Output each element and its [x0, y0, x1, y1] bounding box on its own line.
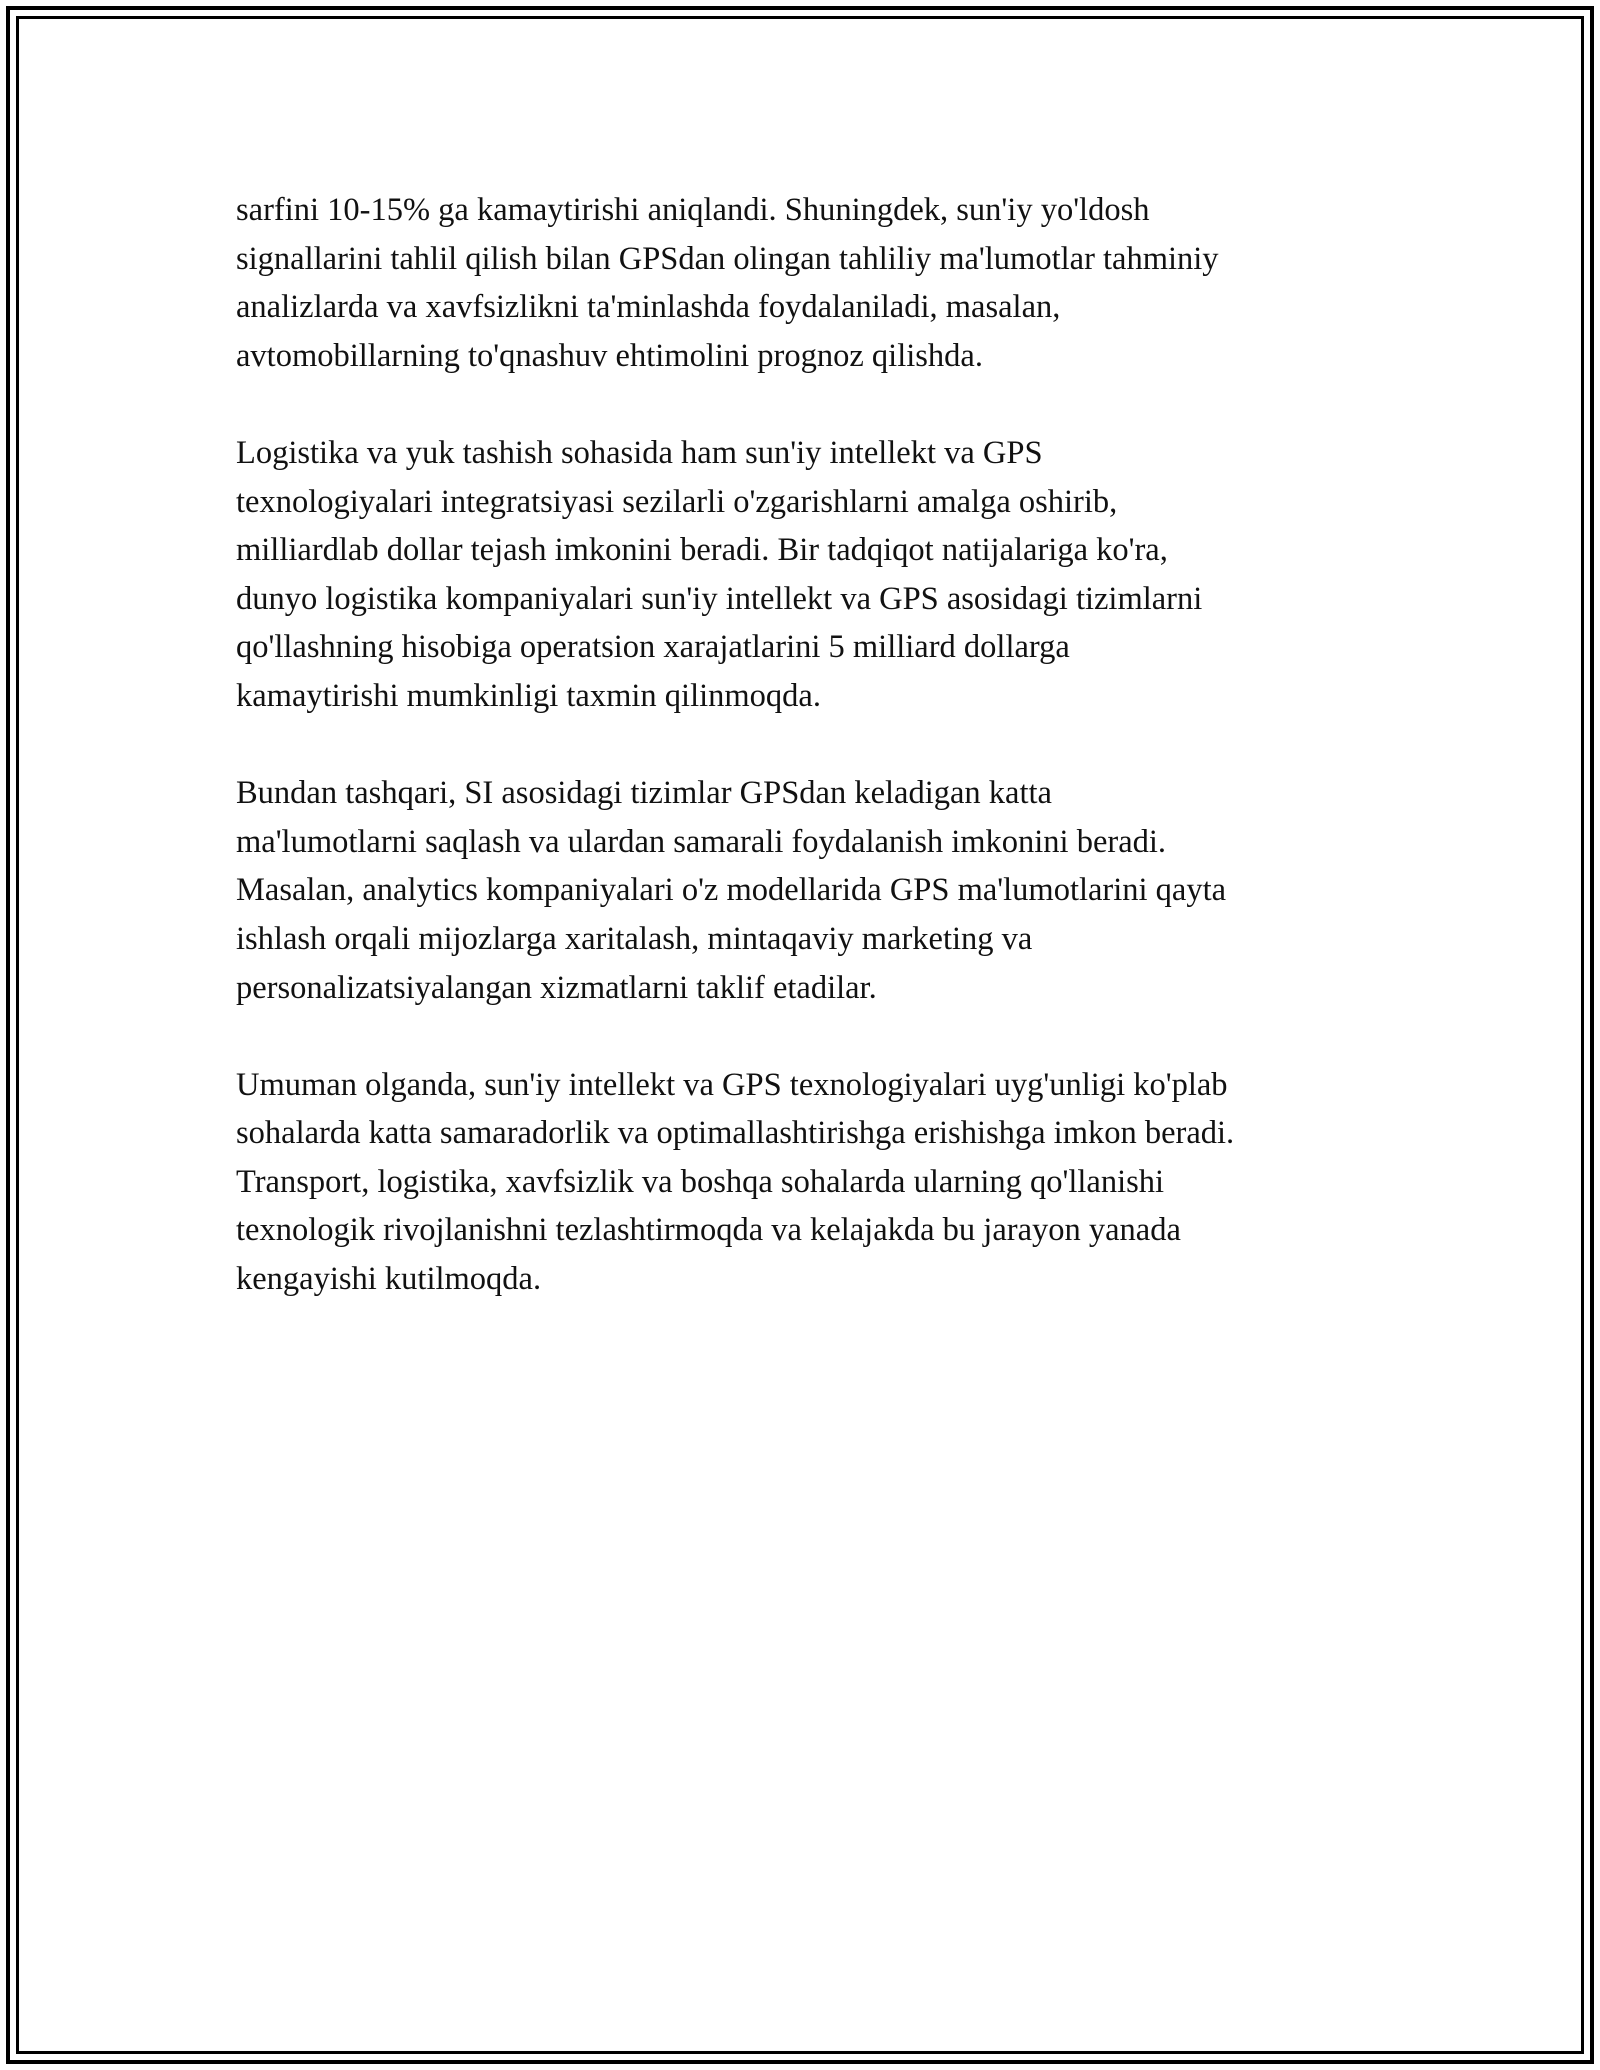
text-line: sarfini 10-15% ga kamaytirishi aniqlandi. Shuningdek, sun'iy yo'ldosh — [236, 192, 1150, 228]
text-line: Bundan tashqari, SI asosidagi tizimlar GPSdan keladigan katta — [236, 775, 1052, 812]
text-line: personalizatsiyalangan xizmatlarni taklif etadilar. — [236, 969, 877, 1006]
text-line: dunyo logistika kompaniyalari sun'iy intellekt va GPS asosidagi tizimlarni — [236, 580, 1203, 617]
text-line: analizlarda va xavfsizlikni ta'minlashda foydalaniladi, masalan, — [236, 289, 1061, 326]
text-line: texnologik rivojlanishni tezlashtirmoqda va kelajakda bu jarayon yanada — [236, 1212, 1181, 1249]
text-line: ma'lumotlarni saqlash va ulardan samarali foydalanish imkonini beradi. — [236, 823, 1167, 860]
text-line: ishlash orqali mijozlarga xaritalash, mintaqaviy marketing va — [236, 920, 1033, 957]
text-line: Transport, logistika, xavfsizlik va boshqa sohalarda ularning qo'llanishi — [236, 1163, 1165, 1200]
text-line: kamaytirishi mumkinligi taxmin qilinmoqda. — [236, 677, 821, 714]
paragraph — [236, 1061, 1376, 1304]
paragraph — [236, 186, 1376, 380]
text-line: kengayishi kutilmoqda. — [236, 1261, 542, 1298]
text-line: milliardlab dollar tejash imkonini beradi. Bir tadqiqot natijalariga ko'ra, — [236, 532, 1168, 569]
text-line: signallarini tahlil qilish bilan GPSdan olingan tahliliy ma'lumotlar tahminiy — [236, 240, 1219, 277]
paragraph — [236, 769, 1376, 1012]
text-line: sohalarda katta samaradorlik va optimallashtirishga erishishga imkon beradi. — [236, 1115, 1235, 1152]
text-line: qo'llashning hisobiga operatsion xarajatlarini 5 milliard dollarga — [236, 629, 1070, 666]
text-line: Logistika va yuk tashish sohasida ham sun'iy intellekt va GPS — [236, 434, 1043, 471]
text-line: Masalan, analytics kompaniyalari o'z modellarida GPS ma'lumotlarini qayta — [236, 872, 1227, 909]
text-line: avtomobillarning to'qnashuv ehtimolini prognoz qilishda. — [236, 337, 983, 374]
paragraph — [236, 429, 1376, 721]
text-line: texnologiyalari integratsiyasi sezilarli o'zgarishlarni amalga oshirib, — [236, 483, 1118, 520]
document-body — [236, 186, 1376, 1352]
text-line: Umuman olganda, sun'iy intellekt va GPS texnologiyalari uyg'unligi ko'plab — [236, 1066, 1228, 1103]
